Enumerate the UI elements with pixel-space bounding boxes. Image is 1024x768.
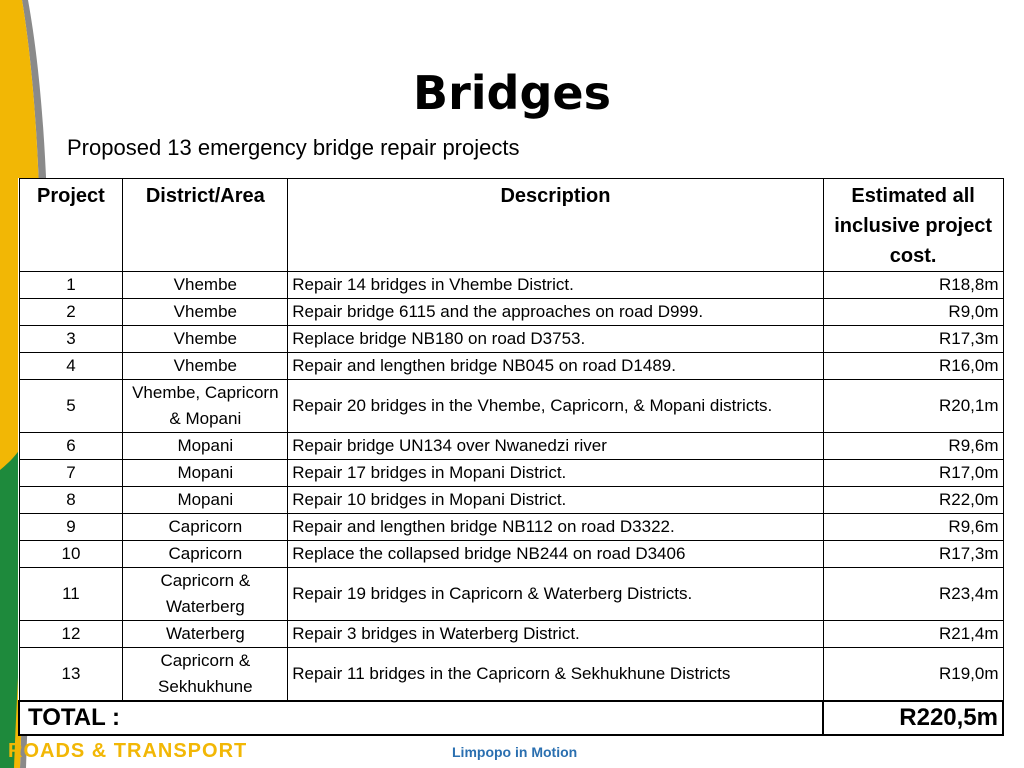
bridge-projects-table: [18, 178, 1004, 736]
cell-district: Vhembe: [123, 353, 288, 380]
cell-cost: R18,8m: [823, 272, 1003, 299]
cell-description: Replace the collapsed bridge NB244 on road D3406: [288, 541, 823, 568]
table-row: [19, 541, 1003, 568]
cell-project: 6: [19, 433, 123, 460]
cell-cost: R9,6m: [823, 433, 1003, 460]
total-label: TOTAL :: [19, 701, 823, 735]
table-row: [19, 514, 1003, 541]
header-description: Description: [288, 179, 823, 272]
cell-description: Repair 11 bridges in the Capricorn & Sekhukhune Districts: [288, 648, 823, 702]
cell-project: 10: [19, 541, 123, 568]
slide-title: Bridges: [413, 66, 611, 120]
cell-district: Vhembe: [123, 326, 288, 353]
cell-description: Repair 19 bridges in Capricorn & Waterberg Districts.: [288, 568, 823, 621]
cell-district: Mopani: [123, 460, 288, 487]
cell-cost: R17,3m: [823, 541, 1003, 568]
cell-cost: R9,6m: [823, 514, 1003, 541]
cell-cost: R23,4m: [823, 568, 1003, 621]
cell-project: 4: [19, 353, 123, 380]
cell-district: Capricorn & Sekhukhune: [123, 648, 288, 702]
cell-project: 2: [19, 299, 123, 326]
table-row: [19, 353, 1003, 380]
cell-project: 3: [19, 326, 123, 353]
cell-project: 8: [19, 487, 123, 514]
cell-project: 5: [19, 380, 123, 433]
table-row: [19, 326, 1003, 353]
header-project: Project: [19, 179, 123, 272]
cell-district: Capricorn & Waterberg: [123, 568, 288, 621]
cell-district: Capricorn: [123, 514, 288, 541]
header-district: District/Area: [123, 179, 288, 272]
cell-district: Mopani: [123, 433, 288, 460]
cell-description: Repair bridge 6115 and the approaches on road D999.: [288, 299, 823, 326]
cell-district: Waterberg: [123, 621, 288, 648]
table-row: [19, 272, 1003, 299]
table-row: [19, 299, 1003, 326]
cell-project: 7: [19, 460, 123, 487]
cell-cost: R16,0m: [823, 353, 1003, 380]
cell-cost: R9,0m: [823, 299, 1003, 326]
table-row: [19, 433, 1003, 460]
cell-description: Repair 17 bridges in Mopani District.: [288, 460, 823, 487]
footer-tagline: Limpopo in Motion: [452, 744, 578, 760]
cell-district: Vhembe, Capricorn & Mopani: [123, 380, 288, 433]
cell-cost: R22,0m: [823, 487, 1003, 514]
table-row: [19, 621, 1003, 648]
total-row: [19, 701, 1003, 735]
cell-description: Repair and lengthen bridge NB112 on road D3322.: [288, 514, 823, 541]
cell-district: Vhembe: [123, 299, 288, 326]
cell-description: Repair 20 bridges in the Vhembe, Capricorn, & Mopani districts.: [288, 380, 823, 433]
cell-project: 13: [19, 648, 123, 702]
cell-description: Replace bridge NB180 on road D3753.: [288, 326, 823, 353]
table-row: [19, 460, 1003, 487]
slide-subtitle: Proposed 13 emergency bridge repair projects: [67, 135, 520, 160]
cell-description: Repair bridge UN134 over Nwanedzi river: [288, 433, 823, 460]
cell-project: 1: [19, 272, 123, 299]
cell-district: Capricorn: [123, 541, 288, 568]
cell-description: Repair 14 bridges in Vhembe District.: [288, 272, 823, 299]
cell-cost: R20,1m: [823, 380, 1003, 433]
table-row: [19, 380, 1003, 433]
table-row: [19, 568, 1003, 621]
cell-description: Repair 10 bridges in Mopani District.: [288, 487, 823, 514]
footer-brand-logo: ROADS & TRANSPORT: [8, 740, 248, 762]
total-value: R220,5m: [823, 701, 1003, 735]
header-cost: Estimated all inclusive project cost.: [823, 179, 1003, 272]
cell-project: 11: [19, 568, 123, 621]
cell-district: Mopani: [123, 487, 288, 514]
table-row: [19, 487, 1003, 514]
cell-cost: R21,4m: [823, 621, 1003, 648]
cell-cost: R17,3m: [823, 326, 1003, 353]
cell-description: Repair 3 bridges in Waterberg District.: [288, 621, 823, 648]
table-header-row: [19, 179, 1003, 272]
cell-cost: R19,0m: [823, 648, 1003, 702]
cell-project: 9: [19, 514, 123, 541]
cell-district: Vhembe: [123, 272, 288, 299]
table-row: [19, 648, 1003, 702]
cell-description: Repair and lengthen bridge NB045 on road D1489.: [288, 353, 823, 380]
cell-cost: R17,0m: [823, 460, 1003, 487]
cell-project: 12: [19, 621, 123, 648]
